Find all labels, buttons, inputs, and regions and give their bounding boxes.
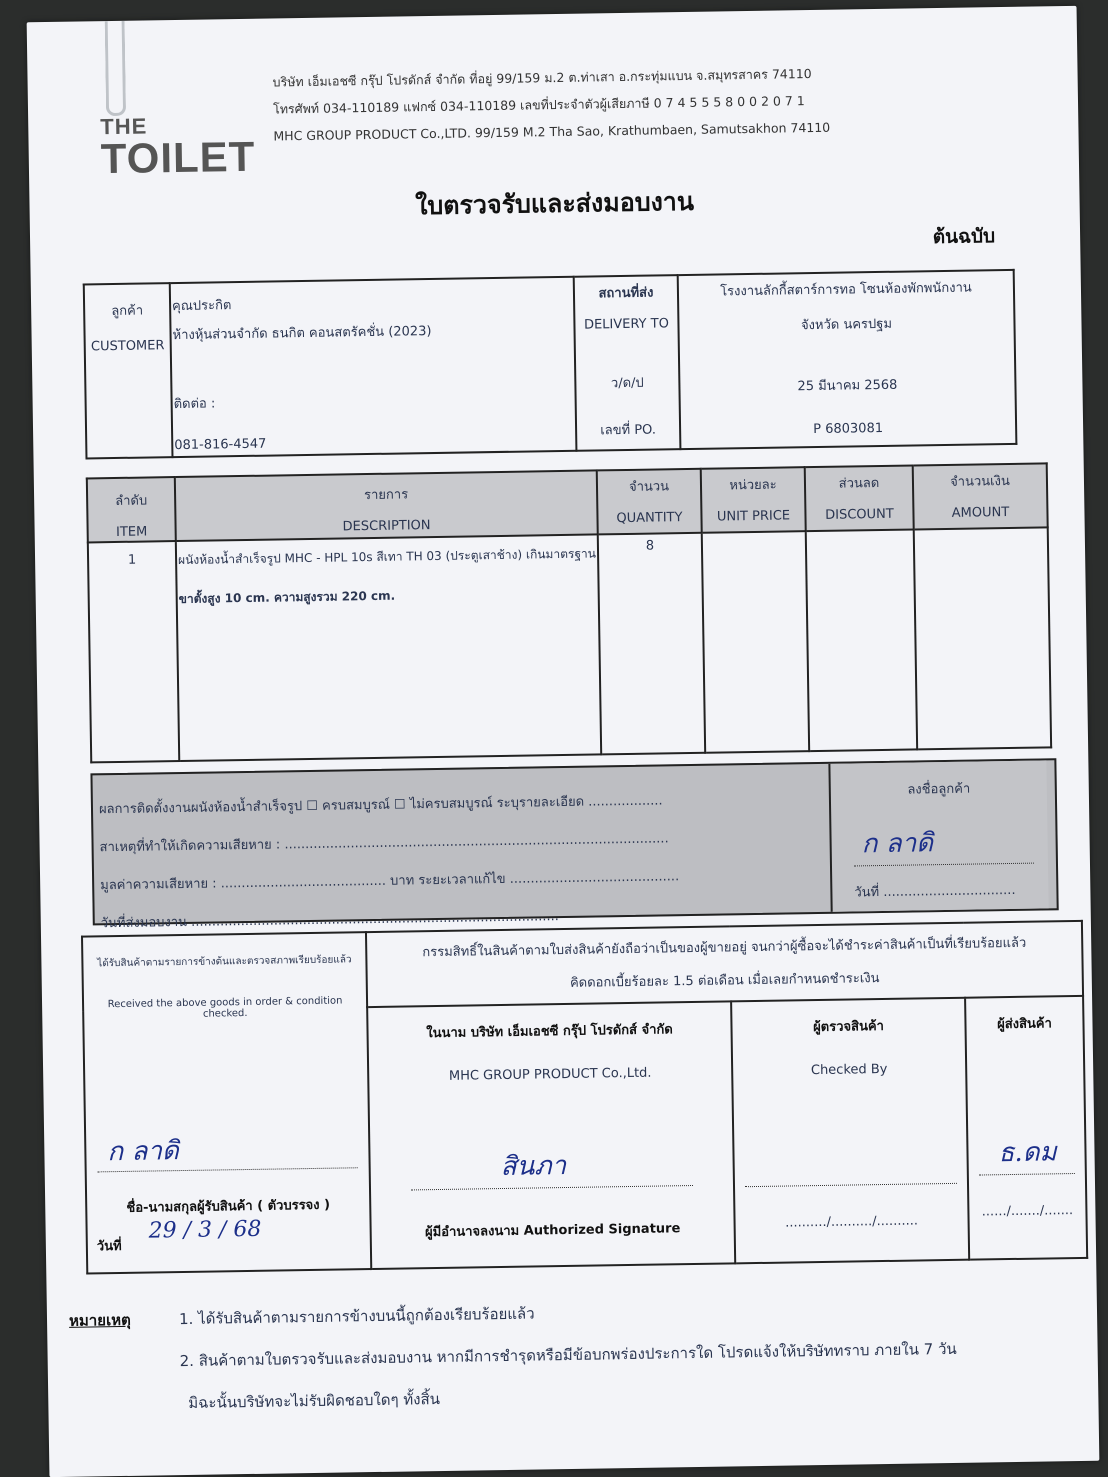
col-desc-header [175, 470, 598, 541]
customer-value-cell [170, 277, 577, 457]
receiver-signature-area [85, 1017, 369, 1271]
items-table [86, 462, 1052, 763]
ownership-line-1: กรรมสิทธิ์ในสินค้าตามใบส่งสินค้ายังถือว่าเป็นของผู้ขายอยู่ จนกว่าผู้ซื้อจะได้ชำระค่าสินค้าเป็นที่เรียบร้อยแล้ว [422, 935, 1027, 961]
delivery-label-en: DELIVERY TO [583, 316, 669, 333]
item-no: 1 [88, 541, 179, 762]
col-amt-th: จำนวนเงิน [950, 473, 1010, 490]
install-result: ผลการติดตั้งงานผนังห้องน้ำสำเร็จรูป ☐ ครบสมบูรณ์ ☐ ไม่ครบสมบูรณ์ ระบุรายละเอียด .................. [98, 793, 663, 818]
company-phone: โทรศัพท์ 034-110189 แฟกซ์ 034-110189 เลขที่ประจำตัวผู้เสียภาษี 0 7 4 5 5 5 8 0 0 2 0 7 1 [272, 93, 805, 117]
paper-clip [105, 21, 126, 116]
delivery-value-cell [678, 270, 1017, 449]
receiver-name-label: ชื่อ-นามสกุลผู้รับสินค้า ( ตัวบรรจง ) [126, 1197, 331, 1216]
note-2: 2. สินค้าตามใบตรวจรับและส่งมอบงาน หากมีการชำรุดหรือมีข้อบกพร่องประการใด โปรดแจ้งให้บริษัททราบ ภายใน 7 วัน [179, 1339, 957, 1371]
customer-delivery-table [83, 269, 1018, 460]
delivery-place-2: จังหวัด นครปฐม [800, 316, 893, 334]
receiver-date-label: วันที่ [96, 1238, 122, 1255]
ownership-cell [366, 921, 1083, 1008]
checker-date: ........../........../.......... [785, 1213, 919, 1231]
item-desc-line-1: ผนังห้องน้ำสำเร็จรูป MHC - HPL 10s สีเทา TH 03 (ประตูเสาช้าง) เกินมาตรฐาน [177, 546, 597, 568]
note-1: 1. ได้รับสินค้าตามรายการข้างบนนี้ถูกต้องเรียบร้อยแล้ว [178, 1304, 535, 1329]
sender-date: ....../......./....... [981, 1203, 1074, 1220]
customer-signature-mark: ก ลาดิ [861, 828, 934, 860]
col-amt-en: AMOUNT [951, 504, 1010, 521]
receipt-table [81, 920, 1088, 1275]
customer-name: คุณประกิต [172, 298, 232, 315]
company-header [272, 60, 830, 150]
notes-section [69, 1284, 1051, 1425]
authorized-signature-mark: สินภา [500, 1151, 567, 1183]
po-label: เลขที่ PO. [600, 422, 657, 439]
notes-label: หมายเหตุ [68, 1310, 131, 1330]
sender-signature-mark: ธ.ดม [998, 1137, 1057, 1169]
customer-label-th: ลูกค้า [111, 303, 144, 320]
item-description [176, 534, 601, 761]
on-behalf-en: MHC GROUP PRODUCT Co.,Ltd. [448, 1065, 652, 1085]
note-3: มิฉะนั้นบริษัทจะไม่รับผิดชอบใดๆ ทั้งสิ้น [188, 1390, 441, 1412]
ownership-line-2: คิดดอกเบี้ยร้อยละ 1.5 ต่อเดือน เมื่อเลยกำหนดชำระเงิน [569, 971, 880, 991]
delivery-place-1: โรงงานลักกี้สตาร์การทอ โซนห้องพักพนักงาน [720, 280, 972, 300]
received-en: Received the above goods in order & condition checked. [107, 995, 343, 1020]
item-discount [806, 529, 917, 751]
contact-label: ติดต่อ : [173, 396, 216, 413]
col-desc-th: รายการ [363, 487, 409, 504]
delivery-label-th: สถานที่ส่ง [598, 285, 654, 302]
item-amount [914, 527, 1051, 749]
col-qty-th: จำนวน [628, 479, 670, 495]
customer-label-en: CUSTOMER [90, 338, 165, 355]
item-desc-line-2: ขาตั้งสูง 10 cm. ความสูงรวม 220 cm. [178, 588, 396, 607]
table-row [88, 527, 1051, 762]
col-disc-header [805, 465, 914, 531]
authorized-label: ผู้มีอำนาจลงนาม Authorized Signature [424, 1221, 681, 1241]
col-unit-en: UNIT PRICE [716, 508, 791, 525]
company-address-en: MHC GROUP PRODUCT Co.,LTD. 99/159 M.2 Tha Sao, Krathumbaen, Samutsakhon 74110 [273, 119, 831, 144]
received-th: ได้รับสินค้าตามรายการข้างต้นและตรวจสภาพเรียบร้อยแล้ว [97, 954, 352, 970]
sender-th: ผู้ส่งสินค้า [997, 1016, 1052, 1033]
col-desc-en: DESCRIPTION [342, 518, 431, 535]
customer-label-cell [84, 283, 173, 458]
col-item-th: ลำดับ [115, 493, 148, 510]
col-disc-en: DISCOUNT [825, 506, 894, 523]
col-item-en: ITEM [115, 524, 148, 540]
on-behalf-th: ในนาม บริษัท เอ็มเอชซี กรุ๊ป โปรดักส์ จำกัด [426, 1022, 673, 1042]
checker-sign-line [745, 1183, 957, 1187]
customer-company: ห้างหุ้นส่วนจำกัด ธนกิต คอนสตรัคชั่น (2023) [172, 324, 432, 344]
logo-the: THE [100, 113, 148, 140]
col-amt-header [913, 463, 1048, 529]
damage-cause: สาเหตุที่ทำให้เกิดความเสียหาย : ............................................................................................. [99, 831, 669, 856]
document-sheet [27, 6, 1100, 1477]
damage-value: มูลค่าความเสียหาย : ........................................ บาท ระยะเวลาแก้ไข ......................................... [100, 869, 680, 894]
sender-cell [965, 996, 1087, 1259]
date-label: ว/ด/ป [610, 375, 644, 392]
checker-th: ผู้ตรวจสินค้า [813, 1019, 885, 1036]
receiver-date: 29 / 3 / 68 [148, 1216, 262, 1244]
company-address-th: บริษัท เอ็มเอชซี กรุ๊ป โปรดักส์ จำกัด ที่อยู่ 99/159 ม.2 ต.ท่าเสา อ.กระทุ่มแบน จ.สมุทรสาคร 74110 [272, 66, 812, 90]
receiver-signature-mark: ก ลาดิ [107, 1136, 180, 1168]
sender-sign-line [979, 1173, 1075, 1176]
customer-signature-box [828, 760, 1048, 911]
col-disc-th: ส่วนลด [838, 476, 880, 492]
receiver-cell [82, 932, 371, 1273]
item-qty: 8 [598, 533, 705, 755]
po-number: P 6803081 [813, 420, 884, 438]
col-unit-th: หน่วยละ [729, 477, 777, 494]
col-qty-en: QUANTITY [616, 510, 683, 527]
customer-sign-label: ลงชื่อลูกค้า [907, 781, 971, 798]
company-sign-cell [367, 1002, 735, 1269]
document-title: ใบตรวจรับและส่งมอบงาน [414, 186, 695, 221]
logo-toilet: TOILET [100, 132, 256, 183]
checker-en: Checked By [810, 1062, 888, 1079]
item-unit-price [702, 531, 809, 753]
checker-cell [731, 998, 969, 1263]
col-item-header [87, 477, 176, 542]
customer-phone: 081-816-4547 [174, 436, 267, 454]
installation-lines [99, 780, 841, 944]
copy-label: ต้นฉบับ [932, 225, 996, 249]
customer-sign-date: วันที่ ................................ [854, 882, 1016, 901]
delivery-label-cell [574, 275, 681, 451]
col-unit-header [701, 467, 806, 533]
col-qty-header [597, 469, 702, 535]
company-logo [100, 113, 256, 183]
handover-date: วันที่ส่งมอบงาน ......................................................................................... [100, 909, 559, 932]
installation-result-box [90, 758, 1058, 932]
delivery-date: 25 มีนาคม 2568 [797, 377, 898, 395]
